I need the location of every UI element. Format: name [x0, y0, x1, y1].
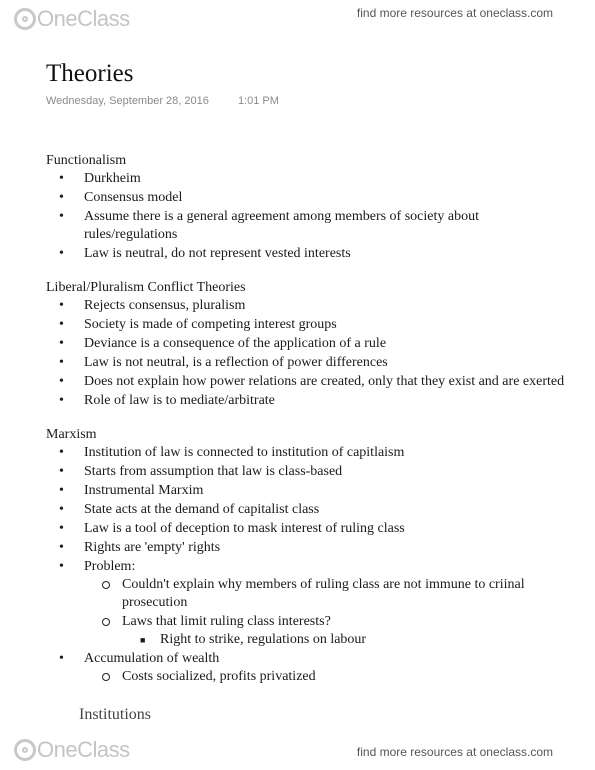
list-item: • Does not explain how power relations are created, only that they exist and are exerted [46, 373, 566, 391]
list-item: • Deviance is a consequence of the application of a rule [46, 335, 566, 353]
bullet-list [46, 297, 566, 410]
section-heading: Liberal/Pluralism Conflict Theories [46, 280, 246, 295]
page-header [0, 0, 595, 40]
oneclass-logo-icon [14, 8, 36, 30]
find-more-link[interactable]: find more resources at oneclass.com [356, 745, 553, 759]
sub-list-item: Couldn't explain why members of ruling class are not immune to criinal prosecution [84, 576, 566, 612]
sub-list [84, 668, 566, 686]
oneclass-logo-icon [14, 739, 36, 761]
list-item-text: Accumulation of wealth [84, 651, 220, 666]
list-item-text: Problem: [84, 559, 136, 574]
oneclass-logo[interactable] [14, 737, 130, 763]
list-item: • Rejects consensus, pluralism [46, 297, 566, 315]
list-item: • Law is not neutral, is a reflection of power differences [46, 354, 566, 372]
truncated-line: Institutions [79, 706, 152, 723]
section-heading: Marxism [46, 427, 97, 442]
section-marxism [46, 426, 566, 686]
list-item: • Law is neutral, do not represent vested interests [46, 245, 566, 263]
list-item: • Society is made of competing interest groups [46, 316, 566, 334]
page-footer [0, 730, 595, 770]
note-date: Wednesday, September 28, 2016 [46, 95, 209, 107]
note-time: 1:01 PM [237, 95, 279, 107]
bullet-list [46, 170, 566, 263]
bullet-list [46, 444, 566, 686]
list-item: • Rights are 'empty' rights [46, 539, 566, 557]
list-item: • Consensus model [46, 189, 566, 207]
sub-list-item [84, 613, 566, 649]
list-item: • Starts from assumption that law is class-based [46, 463, 566, 481]
list-item: • Instrumental Marxim [46, 482, 566, 500]
section-liberal-pluralism [46, 279, 566, 410]
list-item [46, 558, 566, 649]
section-heading: Functionalism [46, 153, 127, 168]
logo-text: OneClass [37, 6, 130, 31]
list-item: • Law is a tool of deception to mask interest of ruling class [46, 520, 566, 538]
list-item [46, 650, 566, 686]
list-item: • Durkheim [46, 170, 566, 188]
note-meta [46, 95, 279, 107]
list-item: • State acts at the demand of capitalist class [46, 501, 566, 519]
note-body [46, 152, 566, 702]
oneclass-logo[interactable] [14, 6, 130, 32]
sub-list-item: Costs socialized, profits privatized [84, 668, 566, 686]
section-functionalism [46, 152, 566, 263]
list-item: • Assume there is a general agreement among members of society about rules/regulations [46, 208, 566, 244]
sub-list [84, 576, 566, 649]
list-item: • Institution of law is connected to institution of capitlaism [46, 444, 566, 462]
sub-sub-list-item: ■ Right to strike, regulations on labour [122, 631, 566, 649]
list-item: • Role of law is to mediate/arbitrate [46, 392, 566, 410]
sub-list-item-text: Laws that limit ruling class interests? [122, 614, 331, 629]
sub-sub-list [122, 631, 566, 649]
logo-text: OneClass [37, 737, 130, 762]
find-more-link[interactable]: find more resources at oneclass.com [356, 6, 553, 20]
note-title: Theories [46, 60, 134, 87]
